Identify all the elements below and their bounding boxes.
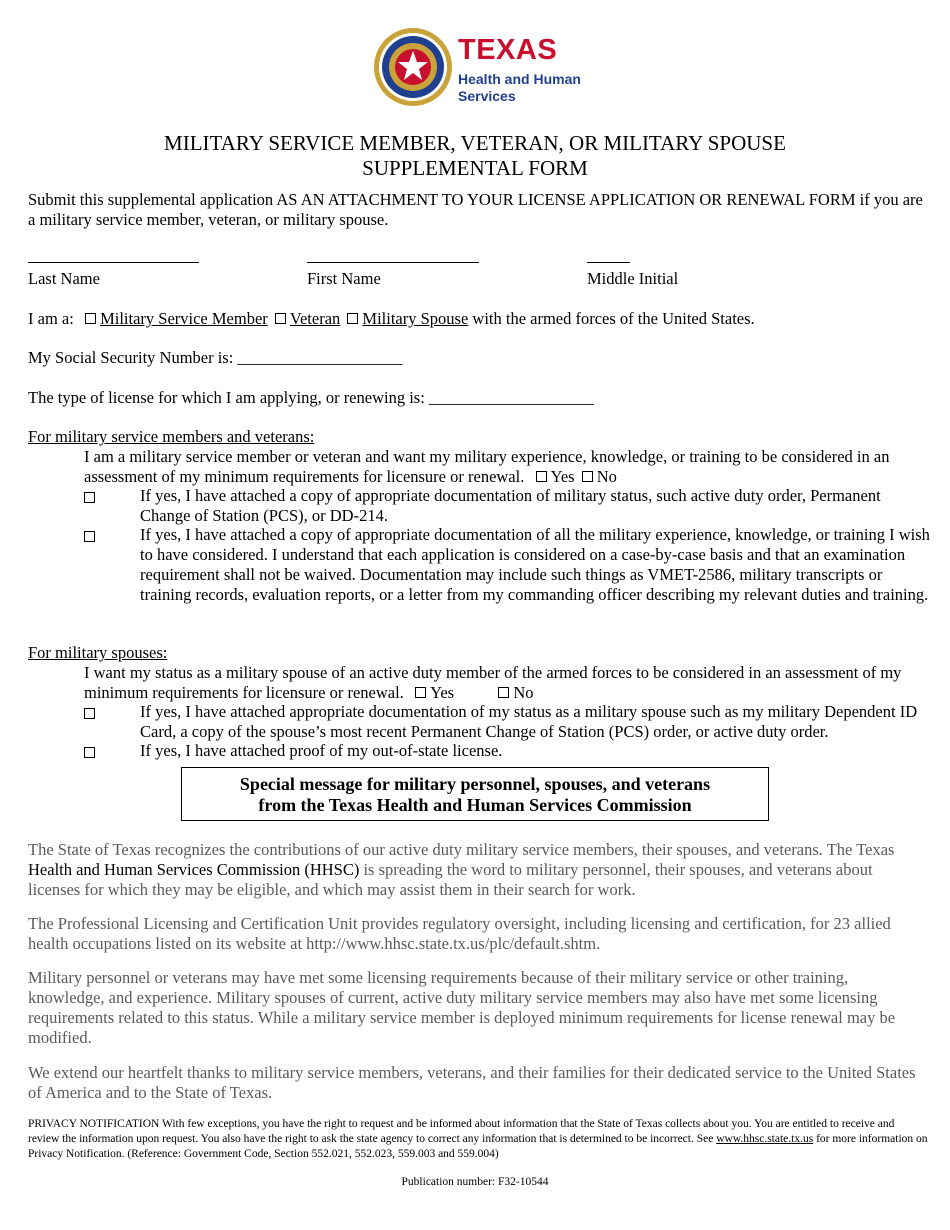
members-section-heading: For military service members and veterans: [28,427,315,446]
special-message-box [181,767,769,821]
ssn-field[interactable]: My Social Security Number is: ____________________ [28,348,403,367]
logo-texas-text: TEXAS [458,34,558,66]
message-paragraph-1 [28,840,928,900]
last-name-field[interactable] [28,262,199,263]
privacy-notification [28,1117,928,1162]
members-item2-checkbox[interactable] [84,525,96,545]
service-member-checkbox[interactable] [85,313,96,324]
veteran-label: Veteran [289,309,341,328]
message-paragraph-4: We extend our heartfelt thanks to military service members, veterans, and their families for their dedicated service to the United States of America and to the State of Texas. [28,1063,916,1102]
hhs-logo [372,26,592,110]
members-item1-checkbox[interactable] [84,486,96,506]
members-yes-label: Yes [550,467,575,486]
members-statement-text: I am a military service member or veteran and want my military experience, knowledge, or training to be considered in an assessment of my minimum requirements for licensure or renewal. [84,447,890,486]
spouses-no-label: No [513,683,534,702]
spouses-yes-label: Yes [430,683,455,702]
members-no-checkbox[interactable] [582,471,593,482]
license-type-field[interactable]: The type of license for which I am applying, or renewing is: ____________________ [28,388,594,407]
spouses-item2-text: If yes, I have attached proof of my out-of-state license. [140,741,503,760]
status-prefix: I am a: [28,309,74,328]
spouses-yes-checkbox[interactable] [415,687,426,698]
message-p1-end: is spreading the word to military personnel, their spouses, and veterans about licenses for which they may be eligible, and which may assist them in their search for work. [28,860,873,899]
status-suffix: with the armed forces of the United States. [472,309,755,328]
middle-initial-field[interactable] [587,262,630,263]
spouses-item2-checkbox[interactable] [84,741,96,761]
privacy-text-start: PRIVACY NOTIFICATION With few exceptions, you have the right to request and be informed about information that the State of Texas collects about you. You are entitled to receive and review the information upon request. You also have the right to ask the state agency to correct any information that is determined to be incorrect. See [28,1118,895,1145]
logo-line-1: Health and Human [458,71,581,87]
special-message-line-1: Special message for military personnel, spouses, and veterans [239,774,711,794]
intro-paragraph: Submit this supplemental application AS AN ATTACHMENT TO YOUR LICENSE APPLICATION OR RENEWAL FORM if you are a military service member, veteran, or military spouse. [28,190,923,229]
spouses-item1-text: If yes, I have attached appropriate documentation of my status as a military spouse such as my military Dependent ID Card, a copy of the spouse’s most recent Permanent Change of Station (PCS) order, or active duty order. [140,702,918,741]
first-name-label: First Name [307,269,381,288]
spouses-no-checkbox[interactable] [498,687,509,698]
spouses-item1-checkbox[interactable] [84,702,96,722]
veteran-checkbox[interactable] [275,313,286,324]
form-title-line-1: MILITARY SERVICE MEMBER, VETERAN, OR MILITARY SPOUSE [164,131,786,155]
first-name-field[interactable] [307,262,479,263]
texas-seal-icon [372,26,454,108]
spouses-statement [84,663,924,703]
spouses-section-heading: For military spouses: [28,643,168,662]
privacy-text-end: for more information on Privacy Notification. (Reference: Government Code, Section 552.021, 552.023, 559.003 and 559.004) [28,1133,928,1160]
status-line [28,309,755,329]
spouses-statement-text: I want my status as a military spouse of an active duty member of the armed forces to be considered in an assessment of my minimum requirements for licensure or renewal. [84,663,902,702]
logo-line-2: Services [458,88,516,104]
last-name-label: Last Name [28,269,100,288]
special-message-line-2: from the Texas Health and Human Services Commission [258,795,692,815]
members-item2-text: If yes, I have attached a copy of appropriate documentation of all the military experience, knowledge, or training I wish to have considered. I understand that each application is considered on a case-by-case basis and that an examination requirement shall not be waived. Documentation may include such things as VMET-2586, military transcripts or training records, evaluation reports, or a letter from my commanding officer describing my relevant duties and training. [140,525,930,604]
spouse-checkbox[interactable] [347,313,358,324]
privacy-link[interactable]: www.hhsc.state.tx.us [716,1133,814,1145]
members-yes-checkbox[interactable] [536,471,547,482]
message-paragraph-3: Military personnel or veterans may have met some licensing requirements because of their military service or other training, knowledge, and experience. Military spouses of current, active duty military service members may also have met some licensing requirements related to this status. While a military service member is deployed minimum requirements for license renewal may be modified. [28,968,896,1047]
middle-initial-label: Middle Initial [587,269,679,288]
message-p1-start: The State of Texas recognizes the contributions of our active duty military service members, their spouses, and veterans. The Texas [28,840,895,859]
publication-number: Publication number: F32-10544 [401,1176,549,1188]
members-statement [84,447,924,487]
hhsc-name: Health and Human Services Commission (HHSC) [28,860,360,879]
logo-agency-text [458,71,581,105]
message-paragraph-2: The Professional Licensing and Certification Unit provides regulatory oversight, including licensing and certification, for 23 allied health occupations listed on its website at http://www.hhsc.state.tx.us/plc/default.shtm. [28,914,891,953]
spouse-label: Military Spouse [362,309,469,328]
members-no-label: No [596,467,617,486]
form-title-line-2: SUPPLEMENTAL FORM [362,156,588,180]
service-member-label: Military Service Member [100,309,268,328]
members-item1-text: If yes, I have attached a copy of appropriate documentation of military status, such active duty order, Permanent Change of Station (PCS), or DD-214. [140,486,881,525]
